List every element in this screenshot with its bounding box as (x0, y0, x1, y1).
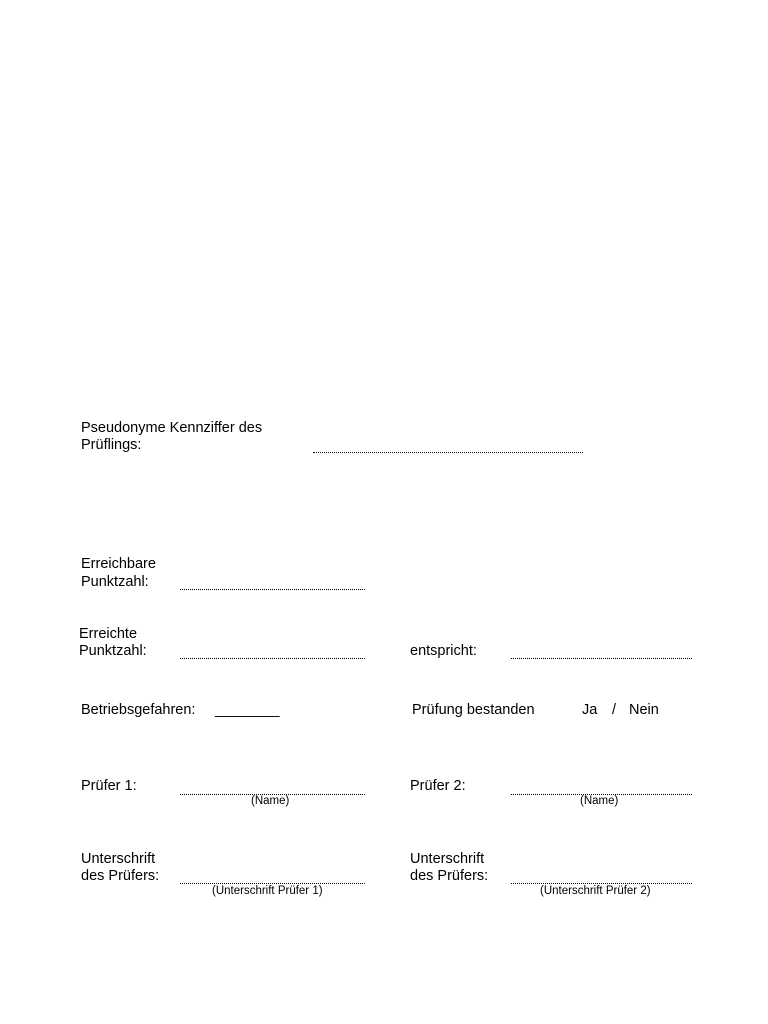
achieved-points-label-line1: Erreichte (79, 626, 138, 642)
examiner2-label: Prüfer 2: (410, 778, 466, 794)
examiner1-signature-field[interactable] (180, 883, 365, 884)
achievable-points-label-line2: Punktzahl: (81, 574, 149, 590)
examiner2-signature-label-line1: Unterschrift (410, 851, 485, 867)
exam-passed-separator: / (612, 702, 617, 718)
exam-passed-label: Prüfung bestanden (412, 702, 535, 718)
achievable-points-label-line1: Erreichbare (81, 556, 156, 572)
equivalent-label: entspricht: (410, 643, 477, 659)
examiner2-signature-caption: (Unterschrift Prüfer 2) (540, 885, 651, 897)
hazards-label: Betriebsgefahren: (81, 702, 196, 718)
examiner2-name-caption: (Name) (580, 795, 619, 807)
examiner1-name-caption: (Name) (251, 795, 290, 807)
equivalent-field[interactable] (511, 658, 692, 659)
examiner1-signature-label-line2: des Prüfers: (81, 868, 160, 884)
examiner2-signature-label-line2: des Prüfers: (410, 868, 489, 884)
examiner2-signature-field[interactable] (511, 883, 692, 884)
achieved-points-label-line2: Punktzahl: (79, 643, 147, 659)
hazards-blank[interactable]: ________ (215, 702, 280, 718)
exam-passed-no[interactable]: Nein (629, 702, 659, 718)
candidate-code-label-line1: Pseudonyme Kennziffer des (81, 420, 263, 436)
examiner1-label: Prüfer 1: (81, 778, 137, 794)
examiner1-signature-caption: (Unterschrift Prüfer 1) (212, 885, 323, 897)
candidate-code-field[interactable] (313, 452, 583, 453)
candidate-code-label-line2: Prüflings: (81, 437, 142, 453)
achievable-points-field[interactable] (180, 589, 365, 590)
achieved-points-field[interactable] (180, 658, 365, 659)
exam-passed-yes[interactable]: Ja (582, 702, 598, 718)
examiner1-signature-label-line1: Unterschrift (81, 851, 156, 867)
